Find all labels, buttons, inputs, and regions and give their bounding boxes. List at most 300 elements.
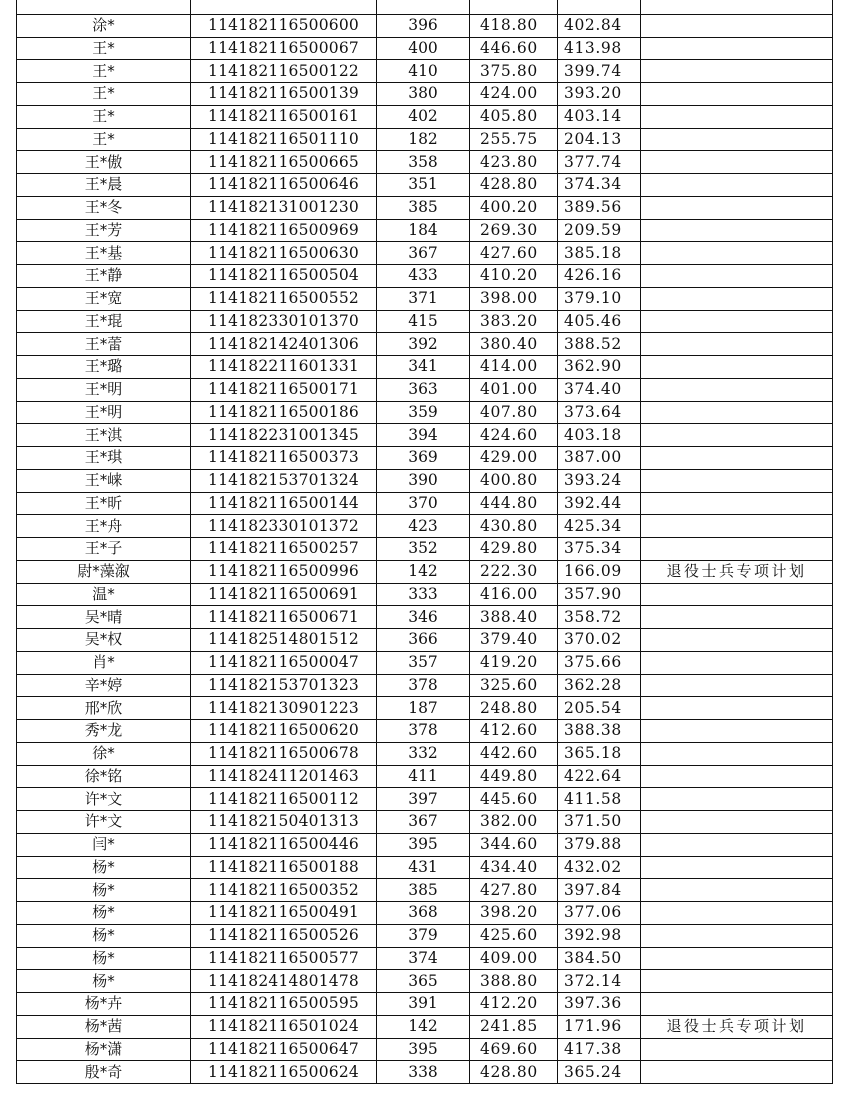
remark-cell [641, 720, 833, 743]
remark-cell [641, 674, 833, 697]
remark-cell [641, 833, 833, 856]
candidate-name-cell: 温* [17, 583, 191, 606]
preliminary-score-cell: 371 [377, 287, 470, 310]
candidate-name-cell: 王*宽 [17, 287, 191, 310]
remark-cell [641, 447, 833, 470]
total-score-cell: 362.28 [558, 674, 641, 697]
remark-cell [641, 970, 833, 993]
preliminary-score-cell: 431 [377, 856, 470, 879]
preliminary-score-cell: 338 [377, 1061, 470, 1084]
exam-number-cell: 114182116500691 [191, 583, 377, 606]
table-row [17, 174, 833, 197]
total-score-cell: 426.16 [558, 265, 641, 288]
total-score-cell: 393.24 [558, 469, 641, 492]
total-score-cell: 402.84 [558, 14, 641, 37]
candidate-name-cell: 杨* [17, 902, 191, 925]
exam-number-cell: 114182116500504 [191, 265, 377, 288]
remark-cell [641, 0, 833, 14]
retest-score-cell: 398.20 [470, 902, 558, 925]
retest-score-cell: 414.00 [470, 356, 558, 379]
retest-score-cell: 400.80 [470, 469, 558, 492]
table-row [17, 765, 833, 788]
exam-number-cell: 114182116500188 [191, 856, 377, 879]
candidate-name-cell: 许*文 [17, 811, 191, 834]
preliminary-score-cell: 332 [377, 742, 470, 765]
score-table [16, 0, 833, 1084]
candidate-name-cell: 涂* [17, 14, 191, 37]
total-score-cell: 209.59 [558, 219, 641, 242]
table-row [17, 1038, 833, 1061]
total-score-cell: 385.18 [558, 242, 641, 265]
candidate-name-cell: 徐*铭 [17, 765, 191, 788]
remark-cell [641, 378, 833, 401]
candidate-name-cell: 杨*茜 [17, 1015, 191, 1038]
remark-cell [641, 1038, 833, 1061]
remark-cell [641, 424, 833, 447]
remark-cell [641, 105, 833, 128]
total-score-cell: 379.88 [558, 833, 641, 856]
exam-number-cell: 114182116500446 [191, 833, 377, 856]
table-row [17, 196, 833, 219]
exam-number-cell: 114182414801478 [191, 970, 377, 993]
table-row [17, 924, 833, 947]
exam-number-cell: 114182116500665 [191, 151, 377, 174]
candidate-name-cell: 辛*婷 [17, 674, 191, 697]
exam-number-cell: 114182211601331 [191, 356, 377, 379]
candidate-name-cell: 王*舟 [17, 515, 191, 538]
preliminary-score-cell: 365 [377, 970, 470, 993]
exam-number-cell: 114182330101372 [191, 515, 377, 538]
preliminary-score-cell: 187 [377, 697, 470, 720]
exam-number-cell: 114182116500552 [191, 287, 377, 310]
total-score-cell: 377.06 [558, 902, 641, 925]
preliminary-score-cell: 378 [377, 720, 470, 743]
table-row [17, 219, 833, 242]
preliminary-score-cell: 363 [377, 378, 470, 401]
retest-score-cell: 442.60 [470, 742, 558, 765]
retest-score-cell: 344.60 [470, 833, 558, 856]
remark-cell [641, 492, 833, 515]
preliminary-score-cell: 385 [377, 879, 470, 902]
exam-number-cell: 114182231001345 [191, 424, 377, 447]
total-score-cell: 370.02 [558, 629, 641, 652]
remark-cell [641, 333, 833, 356]
remark-cell [641, 765, 833, 788]
table-row [17, 674, 833, 697]
exam-number-cell: 114182116500186 [191, 401, 377, 424]
retest-score-cell: 416.00 [470, 583, 558, 606]
table-row [17, 993, 833, 1016]
remark-cell [641, 902, 833, 925]
preliminary-score-cell: 410 [377, 60, 470, 83]
candidate-name-cell: 王*昕 [17, 492, 191, 515]
preliminary-score-cell: 380 [377, 83, 470, 106]
candidate-name-cell: 王*明 [17, 401, 191, 424]
table-row [17, 14, 833, 37]
table-row [17, 560, 833, 583]
exam-number-cell: 114182116500600 [191, 14, 377, 37]
retest-score-cell: 401.00 [470, 378, 558, 401]
preliminary-score-cell: 357 [377, 651, 470, 674]
retest-score-cell: 429.80 [470, 538, 558, 561]
remark-cell [641, 287, 833, 310]
remark-cell [641, 60, 833, 83]
total-score-cell: 432.02 [558, 856, 641, 879]
table-row [17, 720, 833, 743]
total-score-cell: 375.66 [558, 651, 641, 674]
remark-cell [641, 811, 833, 834]
remark-cell [641, 128, 833, 151]
remark-cell [641, 856, 833, 879]
exam-number-cell: 114182142401306 [191, 333, 377, 356]
preliminary-score-cell: 374 [377, 947, 470, 970]
retest-score-cell: 400.20 [470, 196, 558, 219]
candidate-name-cell: 王*蕾 [17, 333, 191, 356]
retest-score-cell: 412.20 [470, 993, 558, 1016]
exam-number-cell: 114182131001230 [191, 196, 377, 219]
total-score-cell: 204.13 [558, 128, 641, 151]
exam-number-cell: 114182116500122 [191, 60, 377, 83]
preliminary-score-cell: 433 [377, 265, 470, 288]
candidate-name-cell: 肖* [17, 651, 191, 674]
preliminary-score-cell: 378 [377, 674, 470, 697]
preliminary-score-cell: 142 [377, 1015, 470, 1038]
preliminary-score-cell: 379 [377, 924, 470, 947]
table-row [17, 242, 833, 265]
table-row [17, 151, 833, 174]
preliminary-score-cell: 359 [377, 401, 470, 424]
total-score-cell [558, 0, 641, 14]
retest-score-cell: 325.60 [470, 674, 558, 697]
retest-score-cell: 423.80 [470, 151, 558, 174]
retest-score-cell: 222.30 [470, 560, 558, 583]
candidate-name-cell: 尉*藻溆 [17, 560, 191, 583]
total-score-cell: 362.90 [558, 356, 641, 379]
exam-number-cell: 114182116500671 [191, 606, 377, 629]
total-score-cell: 357.90 [558, 583, 641, 606]
exam-number-cell: 114182150401313 [191, 811, 377, 834]
total-score-cell: 397.84 [558, 879, 641, 902]
table-row [17, 128, 833, 151]
table-row [17, 265, 833, 288]
exam-number-cell: 114182116500647 [191, 1038, 377, 1061]
retest-score-cell: 375.80 [470, 60, 558, 83]
table-row [17, 356, 833, 379]
table-row [17, 60, 833, 83]
retest-score-cell: 425.60 [470, 924, 558, 947]
preliminary-score-cell: 370 [377, 492, 470, 515]
exam-number-cell: 114182116500144 [191, 492, 377, 515]
candidate-name-cell: 吴*权 [17, 629, 191, 652]
total-score-cell: 392.98 [558, 924, 641, 947]
retest-score-cell: 398.00 [470, 287, 558, 310]
remark-cell [641, 37, 833, 60]
candidate-name-cell: 王* [17, 83, 191, 106]
retest-score-cell: 444.80 [470, 492, 558, 515]
total-score-cell: 399.74 [558, 60, 641, 83]
remark-cell [641, 606, 833, 629]
candidate-name-cell: 王* [17, 105, 191, 128]
total-score-cell: 389.56 [558, 196, 641, 219]
table-row [17, 811, 833, 834]
candidate-name-cell: 王*芳 [17, 219, 191, 242]
preliminary-score-cell: 358 [377, 151, 470, 174]
table-row [17, 606, 833, 629]
retest-score-cell: 419.20 [470, 651, 558, 674]
retest-score-cell: 445.60 [470, 788, 558, 811]
retest-score-cell: 380.40 [470, 333, 558, 356]
total-score-cell: 372.14 [558, 970, 641, 993]
preliminary-score-cell: 367 [377, 811, 470, 834]
candidate-name-cell: 秀*龙 [17, 720, 191, 743]
exam-number-cell: 114182116500620 [191, 720, 377, 743]
total-score-cell: 422.64 [558, 765, 641, 788]
total-score-cell: 417.38 [558, 1038, 641, 1061]
total-score-cell: 371.50 [558, 811, 641, 834]
preliminary-score-cell [377, 0, 470, 14]
table-row [17, 287, 833, 310]
exam-number-cell: 114182130901223 [191, 697, 377, 720]
exam-number-cell: 114182116500257 [191, 538, 377, 561]
retest-score-cell: 424.00 [470, 83, 558, 106]
remark-cell [641, 538, 833, 561]
retest-score-cell: 427.60 [470, 242, 558, 265]
candidate-name-cell: 王* [17, 37, 191, 60]
total-score-cell: 392.44 [558, 492, 641, 515]
retest-score-cell: 430.80 [470, 515, 558, 538]
exam-number-cell: 114182116500630 [191, 242, 377, 265]
retest-score-cell: 409.00 [470, 947, 558, 970]
total-score-cell: 388.52 [558, 333, 641, 356]
remark-cell [641, 629, 833, 652]
table-row [17, 0, 833, 14]
total-score-cell: 166.09 [558, 560, 641, 583]
remark-cell [641, 356, 833, 379]
preliminary-score-cell: 390 [377, 469, 470, 492]
exam-number-cell: 114182116500646 [191, 174, 377, 197]
retest-score-cell: 427.80 [470, 879, 558, 902]
candidate-name-cell [17, 0, 191, 14]
total-score-cell: 384.50 [558, 947, 641, 970]
preliminary-score-cell: 351 [377, 174, 470, 197]
candidate-name-cell: 杨* [17, 970, 191, 993]
table-row [17, 492, 833, 515]
table-row [17, 833, 833, 856]
remark-cell [641, 151, 833, 174]
preliminary-score-cell: 400 [377, 37, 470, 60]
exam-number-cell: 114182116500577 [191, 947, 377, 970]
exam-number-cell: 114182116500526 [191, 924, 377, 947]
preliminary-score-cell: 391 [377, 993, 470, 1016]
preliminary-score-cell: 366 [377, 629, 470, 652]
candidate-name-cell: 杨* [17, 924, 191, 947]
preliminary-score-cell: 395 [377, 1038, 470, 1061]
retest-score-cell: 382.00 [470, 811, 558, 834]
table-row [17, 902, 833, 925]
remark-cell [641, 310, 833, 333]
preliminary-score-cell: 423 [377, 515, 470, 538]
exam-number-cell [191, 0, 377, 14]
candidate-name-cell: 徐* [17, 742, 191, 765]
candidate-name-cell: 王*基 [17, 242, 191, 265]
remark-cell [641, 83, 833, 106]
exam-number-cell: 114182116500595 [191, 993, 377, 1016]
preliminary-score-cell: 397 [377, 788, 470, 811]
remark-cell [641, 879, 833, 902]
total-score-cell: 405.46 [558, 310, 641, 333]
total-score-cell: 171.96 [558, 1015, 641, 1038]
candidate-name-cell: 殷*奇 [17, 1061, 191, 1084]
exam-number-cell: 114182116500996 [191, 560, 377, 583]
exam-number-cell: 114182116500112 [191, 788, 377, 811]
candidate-name-cell: 许*文 [17, 788, 191, 811]
retest-score-cell: 255.75 [470, 128, 558, 151]
table-row [17, 1015, 833, 1038]
remark-cell [641, 196, 833, 219]
table-row [17, 1061, 833, 1084]
retest-score-cell: 429.00 [470, 447, 558, 470]
candidate-name-cell: 杨*卉 [17, 993, 191, 1016]
exam-number-cell: 114182116500373 [191, 447, 377, 470]
remark-cell [641, 1061, 833, 1084]
candidate-name-cell: 吴*晴 [17, 606, 191, 629]
candidate-name-cell: 王*傲 [17, 151, 191, 174]
remark-cell [641, 583, 833, 606]
table-row [17, 629, 833, 652]
preliminary-score-cell: 385 [377, 196, 470, 219]
candidate-name-cell: 王*崃 [17, 469, 191, 492]
retest-score-cell: 388.40 [470, 606, 558, 629]
table-row [17, 788, 833, 811]
total-score-cell: 375.34 [558, 538, 641, 561]
retest-score-cell: 418.80 [470, 14, 558, 37]
exam-number-cell: 114182116500491 [191, 902, 377, 925]
remark-cell [641, 947, 833, 970]
exam-number-cell: 114182116500139 [191, 83, 377, 106]
preliminary-score-cell: 395 [377, 833, 470, 856]
remark-cell [641, 469, 833, 492]
retest-score-cell: 241.85 [470, 1015, 558, 1038]
candidate-name-cell: 王* [17, 128, 191, 151]
retest-score-cell: 434.40 [470, 856, 558, 879]
total-score-cell: 413.98 [558, 37, 641, 60]
retest-score-cell [470, 0, 558, 14]
total-score-cell: 373.64 [558, 401, 641, 424]
preliminary-score-cell: 333 [377, 583, 470, 606]
table-row [17, 947, 833, 970]
total-score-cell: 205.54 [558, 697, 641, 720]
remark-cell [641, 14, 833, 37]
table-row [17, 515, 833, 538]
total-score-cell: 397.36 [558, 993, 641, 1016]
table-row [17, 378, 833, 401]
remark-cell: 退役士兵专项计划 [641, 560, 833, 583]
retest-score-cell: 383.20 [470, 310, 558, 333]
remark-cell [641, 174, 833, 197]
table-row [17, 651, 833, 674]
exam-number-cell: 114182116500624 [191, 1061, 377, 1084]
total-score-cell: 387.00 [558, 447, 641, 470]
preliminary-score-cell: 392 [377, 333, 470, 356]
retest-score-cell: 407.80 [470, 401, 558, 424]
preliminary-score-cell: 402 [377, 105, 470, 128]
preliminary-score-cell: 142 [377, 560, 470, 583]
preliminary-score-cell: 396 [377, 14, 470, 37]
candidate-name-cell: 杨* [17, 947, 191, 970]
candidate-name-cell: 王*璐 [17, 356, 191, 379]
table-row [17, 538, 833, 561]
exam-number-cell: 114182116500067 [191, 37, 377, 60]
table-row [17, 697, 833, 720]
remark-cell [641, 219, 833, 242]
table-row [17, 742, 833, 765]
candidate-name-cell: 杨* [17, 879, 191, 902]
total-score-cell: 374.34 [558, 174, 641, 197]
table-row [17, 83, 833, 106]
preliminary-score-cell: 184 [377, 219, 470, 242]
table-row [17, 37, 833, 60]
candidate-name-cell: 闫* [17, 833, 191, 856]
exam-number-cell: 114182116500352 [191, 879, 377, 902]
retest-score-cell: 424.60 [470, 424, 558, 447]
preliminary-score-cell: 369 [377, 447, 470, 470]
exam-number-cell: 114182116500969 [191, 219, 377, 242]
candidate-name-cell: 王*冬 [17, 196, 191, 219]
exam-number-cell: 114182116500047 [191, 651, 377, 674]
preliminary-score-cell: 346 [377, 606, 470, 629]
candidate-name-cell: 邢*欣 [17, 697, 191, 720]
preliminary-score-cell: 341 [377, 356, 470, 379]
preliminary-score-cell: 367 [377, 242, 470, 265]
total-score-cell: 365.24 [558, 1061, 641, 1084]
table-row [17, 333, 833, 356]
total-score-cell: 374.40 [558, 378, 641, 401]
exam-number-cell: 114182330101370 [191, 310, 377, 333]
total-score-cell: 425.34 [558, 515, 641, 538]
retest-score-cell: 428.80 [470, 174, 558, 197]
exam-number-cell: 114182116501024 [191, 1015, 377, 1038]
remark-cell [641, 651, 833, 674]
remark-cell [641, 924, 833, 947]
preliminary-score-cell: 394 [377, 424, 470, 447]
total-score-cell: 358.72 [558, 606, 641, 629]
total-score-cell: 403.14 [558, 105, 641, 128]
remark-cell [641, 742, 833, 765]
table-row [17, 401, 833, 424]
retest-score-cell: 405.80 [470, 105, 558, 128]
retest-score-cell: 269.30 [470, 219, 558, 242]
preliminary-score-cell: 182 [377, 128, 470, 151]
table-row [17, 469, 833, 492]
remark-cell [641, 515, 833, 538]
total-score-cell: 365.18 [558, 742, 641, 765]
table-row [17, 583, 833, 606]
candidate-name-cell: 王*淇 [17, 424, 191, 447]
total-score-cell: 403.18 [558, 424, 641, 447]
retest-score-cell: 446.60 [470, 37, 558, 60]
exam-number-cell: 114182116500161 [191, 105, 377, 128]
retest-score-cell: 412.60 [470, 720, 558, 743]
candidate-name-cell: 王*静 [17, 265, 191, 288]
retest-score-cell: 449.80 [470, 765, 558, 788]
remark-cell [641, 788, 833, 811]
table-row [17, 424, 833, 447]
table-row [17, 856, 833, 879]
remark-cell [641, 242, 833, 265]
exam-number-cell: 114182116500678 [191, 742, 377, 765]
remark-cell [641, 401, 833, 424]
retest-score-cell: 388.80 [470, 970, 558, 993]
